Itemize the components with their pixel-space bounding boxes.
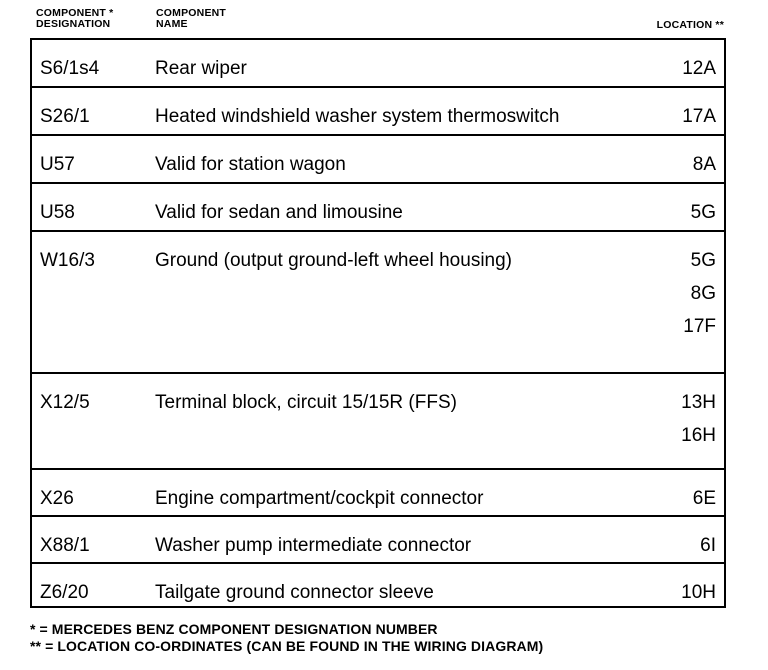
designation-cell: W16/3: [40, 250, 95, 271]
location-value: 5G: [690, 250, 716, 271]
location-value: 13H: [681, 392, 716, 413]
designation-cell: S26/1: [40, 106, 90, 127]
footnotes: [30, 621, 543, 655]
designation-cell: Z6/20: [40, 582, 89, 603]
component-name-cell: Heated windshield washer system thermoswitch: [155, 106, 560, 127]
location-cell: [693, 148, 716, 181]
location-value: 5G: [690, 202, 716, 223]
location-value: 16H: [681, 425, 716, 446]
table-row: [32, 374, 724, 470]
component-name-cell: Ground (output ground-left wheel housing): [155, 250, 513, 271]
location-cell: [682, 52, 716, 85]
table-row: [32, 88, 724, 136]
table-row: [32, 136, 724, 184]
location-value: 12A: [682, 58, 716, 79]
table-row: [32, 232, 724, 374]
location-cell: [683, 244, 716, 343]
designation-cell: U58: [40, 202, 75, 223]
header-designation-line1: COMPONENT *: [36, 7, 114, 19]
component-name-cell: Valid for station wagon: [155, 154, 346, 175]
footnote-designation: * = MERCEDES BENZ COMPONENT DESIGNATION NUMBER: [30, 621, 438, 637]
header-location: LOCATION **: [656, 19, 724, 31]
component-name-cell: Rear wiper: [155, 58, 247, 79]
location-value: 17A: [682, 106, 716, 127]
header-designation: [36, 8, 113, 30]
header-designation-line2: DESIGNATION: [36, 18, 111, 30]
header-name: [156, 8, 226, 30]
location-value: 17F: [683, 316, 716, 337]
header-name-line2: NAME: [156, 18, 188, 30]
component-name-cell: Engine compartment/cockpit connector: [155, 488, 484, 509]
designation-cell: U57: [40, 154, 75, 175]
location-cell: [700, 529, 716, 562]
location-value: 6I: [700, 535, 716, 556]
location-cell: [691, 196, 716, 229]
designation-cell: X26: [40, 488, 74, 509]
table-row: [32, 470, 724, 517]
header-name-line1: COMPONENT: [156, 7, 227, 19]
location-cell: [693, 482, 716, 515]
location-value: 6E: [692, 488, 716, 509]
location-value: 8A: [692, 154, 716, 175]
component-name-cell: Terminal block, circuit 15/15R (FFS): [155, 392, 457, 413]
component-name-cell: Valid for sedan and limousine: [155, 202, 403, 223]
component-name-cell: Washer pump intermediate connector: [155, 535, 472, 556]
table-row: [32, 40, 724, 88]
table-row: [32, 517, 724, 564]
footnote-location: ** = LOCATION CO-ORDINATES (CAN BE FOUND IN THE WIRING DIAGRAM): [30, 638, 544, 654]
component-table: [30, 38, 726, 608]
table-row: [32, 184, 724, 232]
designation-cell: S6/1s4: [40, 58, 100, 79]
location-cell: [681, 386, 716, 452]
location-cell: [682, 100, 716, 133]
designation-cell: X88/1: [40, 535, 90, 556]
location-value: 10H: [681, 582, 716, 603]
location-cell: [681, 576, 716, 609]
component-name-cell: Tailgate ground connector sleeve: [155, 582, 434, 603]
table-row: [32, 564, 724, 608]
designation-cell: X12/5: [40, 392, 90, 413]
location-value: 8G: [690, 283, 716, 304]
